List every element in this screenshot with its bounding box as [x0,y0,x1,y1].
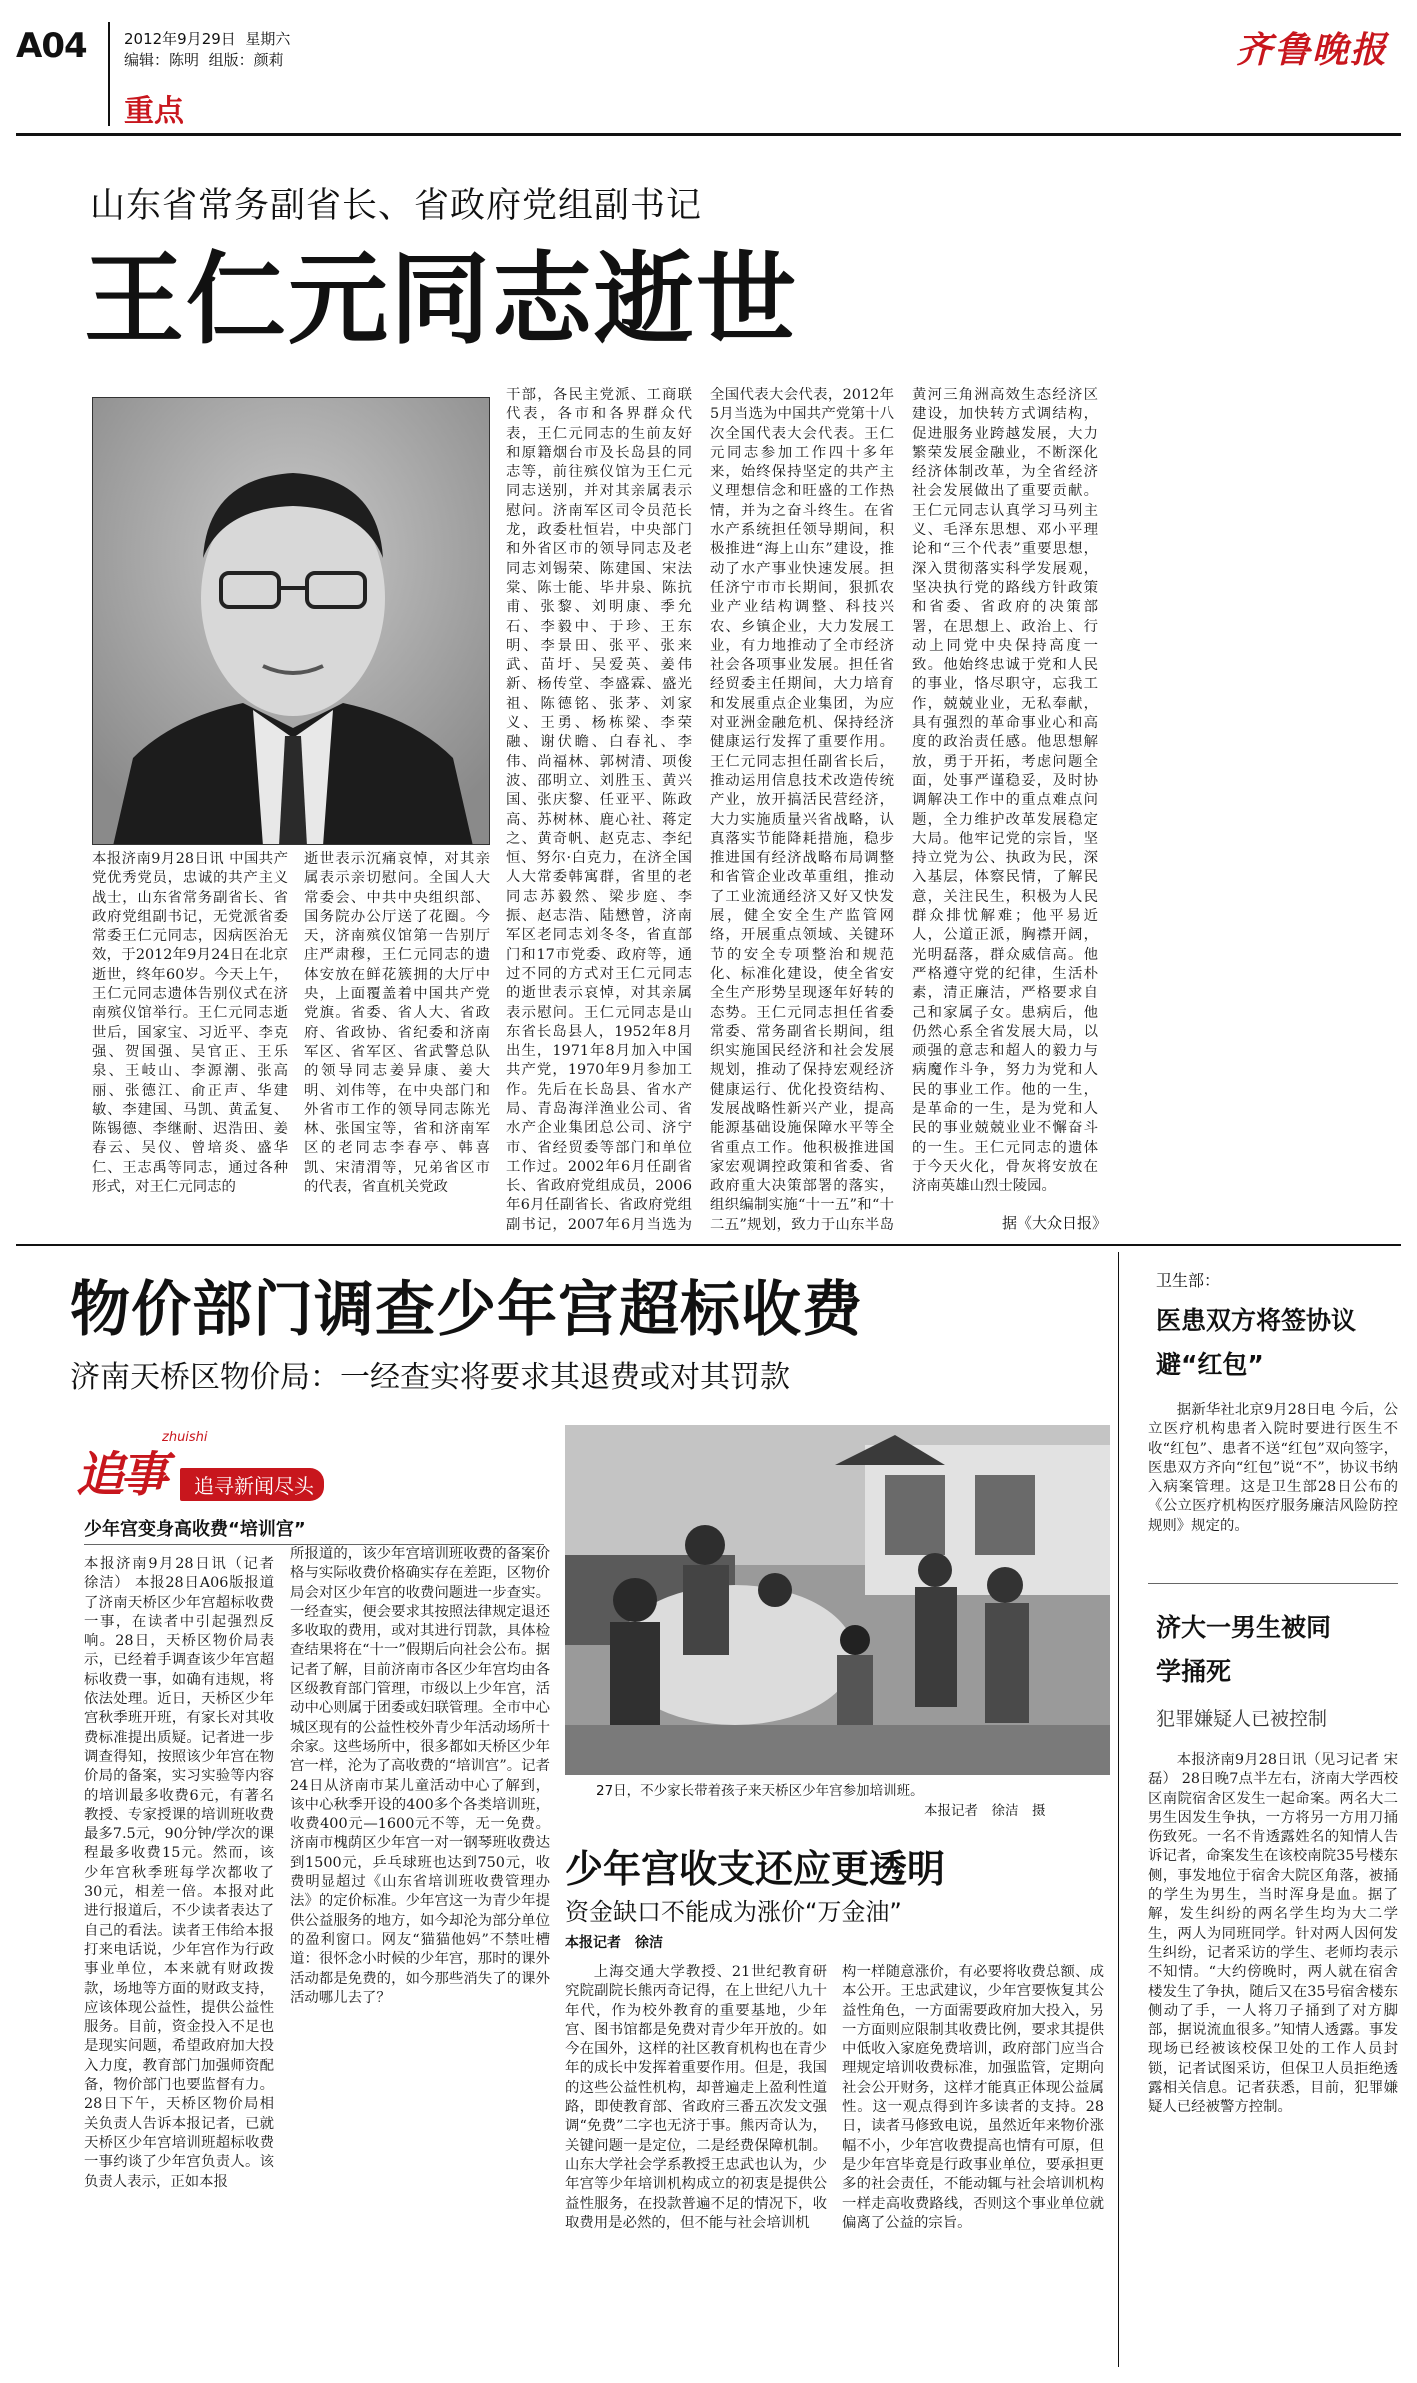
date: 2012年9月29日 [124,30,236,48]
follow-up-logo [70,1430,370,1504]
article2-subhead: 济南天桥区物价局：一经查实将要求其退费或对其罚款 [70,1360,790,1395]
follow-up-logo-pinyin: zhuishi [162,1430,208,1445]
page-number: A04 [16,26,87,66]
follow-up-logo-tag: 追寻新闻尽头 [180,1468,324,1501]
article1-headline: 王仁元同志逝世 [84,241,798,358]
follow-up-logo-chars: 追事 [76,1447,165,1503]
article1-text-3: 干部，各民主党派、工商联代表，各市和各界群众代表，王仁元同志的生前友好和原籍烟台市及长岛县的同志等，前往殡仪馆为王仁元同志送别，并对其亲属表示慰问。济南军区司令员范长龙，政委杜恒岩，中央部门和外省区市的领导同志及老同志刘锡荣、陈建国、宋法棠、陈士能、毕井泉、陈抗甫、张黎、刘明康、季允石、李毅中、于珍、王东明、李景田、张平、张来武、苗圩、吴爱英、姜伟新、杨传堂、李盛霖、盛光祖、陈德铭、张茅、刘家义、王勇、杨栋梁、李荣融、谢伏瞻、白春礼、李伟、尚福林、郭树清、项俊波、邵明立、刘胜玉、黄兴国、张庆黎、任亚平、陈政高、苏树林、鹿心社、蒋定之、黄奇帆、赵克志、李纪恒、努尔·白克力，在济全国人大常委韩寓群，省里的老同志苏毅然、梁步庭、李振、赵志浩、陆懋曾，济南军区老同志刘冬冬，省直部门和17市党委、政府等，通过不同的方式对王仁元同志的逝世表示哀悼，对其亲属表示慰问。王仁元同志是山东省长岛县人，1952年8月出生，1971年8月加入中国共产党，1970年9月参加工作。先后在长岛县、省水产局、青岛海洋渔业公司、省水产企业集团总公司、济宁市、省经贸委等部门和单位工作过。2002年6月任副省长、省政府党组成员，2006年6月任副省长、省政府党组副书记，2007年6月当选为 [506,387,692,1233]
sidebar-item1-headline: 医患双方将签协议避“红包” [1156,1306,1357,1379]
article1-col-5 [912,386,1098,1206]
sidebar-item1-body-box [1148,1401,1398,1571]
masthead-rule [16,133,1401,136]
article1-col-3 [506,386,692,1235]
sidebar-vline [1118,1252,1119,2367]
article1-source: 据《大众日报》 [1002,1214,1108,1232]
designer: 组版：颜莉 [208,51,284,69]
article1-text-2: 逝世表示沉痛哀悼，对其亲属表示亲切慰问。全国人大常委会、中共中央组织部、国务院办公厅送了花圈。今天，济南殡仪馆第一告别厅庄严肃穆，王仁元同志的遗体安放在鲜花簇拥的大厅中央，上面覆盖着中国共产党党旗。省委、省人大、省政府、省政协、省纪委和济南军区、省军区、省武警总队的领导同志姜异康、姜大明、刘伟等，在中央部门和外省市工作的领导同志陈光林、张国宝等，省和济南军区的老同志李春亭、韩喜凯、宋清渭等，兄弟省区市的代表，省直机关党政 [304,851,490,1196]
article2-col-2 [290,1545,550,2360]
newspaper-logo: 齐鲁晚报 [1236,29,1389,71]
article3-col-1 [565,1963,827,2363]
article2-col-1 [84,1555,274,2360]
article3-text-1: 上海交通大学教授、21世纪教育研究院副院长熊丙奇记得，在上世纪八九十年代，作为校外教育的重要基地，少年宫、图书馆都是免费对青少年开放的。如今在国外，这样的社区教育机构也在青少年的成长中发挥着重要作用。但是，我国的这些公益性机构，却普遍走上盈利性道路，即使教育部、省政府三番五次发文强调“免费”二字也无济于事。熊丙奇认为，关键问题一是定位，二是经费保障机制。山东大学社会学系教授王忠武也认为，少年宫等少年培训机构成立的初衷是提供公益性服务，在投款普遍不足的情况下，收取费用是必然的，但不能与社会培训机 [565,1964,827,2231]
photo-caption: 27日，不少家长带着孩子来天桥区少年宫参加培训班。 [596,1783,924,1799]
masthead-vline [108,22,110,126]
sidebar-item2-headline: 济大一男生被同学捅死 [1156,1613,1332,1686]
article1-col-1 [92,850,288,1235]
weekday: 星期六 [245,30,291,48]
article1-text-1: 本报济南9月28日讯 中国共产党优秀党员，忠诚的共产主义战士，山东省常务副省长、省政府党组副书记，无党派省委常委王仁元同志，因病医治无效，于2012年9月24日在北京逝世，终年60岁。今天上午，王仁元同志遗体告别仪式在济南殡仪馆举行。王仁元同志逝世后，国家宝、习近平、李克强、贺国强、吴官正、王乐泉、王岐山、李源潮、张高丽、张德江、俞正声、华建敏、李建国、马凯、黄孟复、陈锡德、李继耐、迟浩田、姜春云、吴仪、曾培炎、盛华仁、王志禹等同志，通过各种形式，对王仁元同志的 [92,851,288,1196]
editor-line [124,49,284,70]
sidebar-divider [1148,1583,1398,1584]
article1-bottom-rule [16,1244,1401,1246]
sidebar-item1-label: 卫生部： [1156,1271,1221,1290]
article1-kicker: 山东省常务副省长、省政府党组副书记 [90,186,703,226]
article1-col-4 [710,386,894,1235]
article3-text-2: 构一样随意涨价，有必要将收费总额、成本公开。王忠武建议，少年宫要恢复其公益性角色，一方面需要政府加大投入，另一方面则应限制其收费比例，要求其提供中低收入家庭免费培训，政府部门应当合理规定培训收费标准，加强监管，定期向社会公开财务，这样才能真正体现公益属性。这一观点得到许多读者的支持。28日，读者马修致电说，虽然近年来物价涨幅不小，少年宫收费提高也情有可原，但是少年宫毕竟是行政事业单位，要承担更多的社会责任，不能动辄与社会培训机构一样走高收费路线，否则这个事业单位就偏离了公益的宗旨。 [842,1964,1104,2231]
sidebar-item2-body-box [1148,1751,1398,2351]
article3-byline: 本报记者 徐洁 [565,1935,663,1951]
article2-text-1: 本报济南9月28日讯（记者 徐洁） 本报28日A06版报道了济南天桥区少年宫超标收费一事，在读者中引起强烈反响。28日，天桥区物价局表示，已经着手调查该少年宫超标收费一事，如确有违规，将依法处理。近日，天桥区少年宫秋季班开班，有家长对其收费标准提出质疑。记者进一步调查得知，按照该少年宫在物价局的备案，实习实验等内容的培训最多收费6元，有著名教授、专家授课的培训班收费最多7.5元，90分钟/学次的课程最多收费15元。然而，该少年宫秋季班每学次都收了30元，相差一倍。本报对此进行报道后，不少读者表达了自己的看法。读者王伟给本报打来电话说，少年宫作为行政事业单位，本来就有财政拨款，场地等方面的财政支持，应该体现公益性，提供公益性服务。目前，资金投入不足也是现实问题，希望政府加大投入力度，教育部门加强师资配备，物价部门也要监督有力。28日下午，天桥区物价局相关负责人告诉本报记者，已就天桥区少年宫培训班超标收费一事约谈了少年宫负责人。该负责人表示，正如本报 [84,1556,274,2190]
article1-col-2 [304,850,490,1235]
photo-credit: 本报记者 徐洁 摄 [924,1803,1046,1819]
sidebar-item2-body: 本报济南9月28日讯（见习记者 宋磊） 28日晚7点半左右，济南大学西校区南院宿舍区发生一起命案。两名大二男生因发生争执，一方将另一方用刀捅伤致死。一名不肯透露姓名的知情人告诉记者，命案发生在该校南院35号楼东侧，事发地位于宿舍大院区角落，被捅的学生为男生，当时浑身是血。据了解，发生纠纷的两名学生均为大二学生，两人为同班同学。针对两人因何发生纠纷，记者采访的学生、老师均表示不知情。“大约傍晚时，两人就在宿舍楼发生了争执，随后又在35号宿舍楼东侧动了手，一人将刀子捅到了对方脚部，据说流血很多。”知情人透露。事发现场已经被该校保卫处的工作人员封锁，记者试图采访，但保卫人员拒绝透露相关信息。记者获悉，目前，犯罪嫌疑人已经被警方控制。 [1148,1752,1398,2116]
kids-photo-image [565,1425,1110,1775]
article2-headline: 物价部门调查少年宫超标收费 [70,1275,863,1345]
editor: 编辑：陈明 [124,51,200,69]
portrait-image [93,398,490,845]
article3-headline: 少年宫收支还应更透明 [565,1847,946,1891]
section-name: 重点 [124,94,184,129]
kids-photo [565,1425,1110,1775]
article3-subhead: 资金缺口不能成为涨价“万金油” [565,1898,902,1926]
portrait-photo [92,397,490,845]
article1-text-5: 黄河三角洲高效生态经济区建设，加快转方式调结构，促进服务业跨越发展，大力繁荣发展金融业，不断深化经济体制改革，为全省经济社会发展做出了重要贡献。王仁元同志认真学习马列主义、毛泽东思想、邓小平理论和“三个代表”重要思想，深入贯彻落实科学发展观，坚决执行党的路线方针政策和省委、省政府的决策部署，在思想上、政治上、行动上同党中央保持高度一致。他始终忠诚于党和人民的事业，恪尽职守，忘我工作，兢兢业业，无私奉献，具有强烈的革命事业心和高度的政治责任感。他思想解放，勇于开拓，考虑问题全面，处事严谨稳妥，及时协调解决工作中的重点难点问题，全力维护改革发展稳定大局。他牢记党的宗旨，坚持立党为公、执政为民，深入基层，体察民情，了解民意，关注民生，积极为人民群众排忧解难；他平易近人，公道正派，胸襟开阔，光明磊落，群众威信高。他严格遵守党的纪律，生活朴素，清正廉洁，严格要求自己和家属子女。患病后，他仍然心系全省发展大局，以顽强的意志和超人的毅力与病魔作斗争，努力为党和人民的事业工作。他的一生，是革命的一生，是为党和人民的事业兢兢业业不懈奋斗的一生。王仁元同志的遗体于今天火化，骨灰将安放在济南英雄山烈士陵园。 [912,387,1098,1195]
article1-text-4: 全国代表大会代表，2012年5月当选为中国共产党第十八次全国代表大会代表。王仁元同志参加工作四十多年来，始终保持坚定的共产主义理想信念和旺盛的工作热情，并为之奋斗终生。在省水产系统担任领导期间，积极推进“海上山东”建设，推动了水产事业快速发展。担任济宁市市长期间，狠抓农业产业结构调整、科技兴农、乡镇企业，大力发展工业，有力地推动了全市经济社会各项事业发展。担任省经贸委主任期间，大力培育和发展重点企业集团，为应对亚洲金融危机、保持经济健康运行发挥了重要作用。王仁元同志担任副省长后，推动运用信息技术改造传统产业，放开搞活民营经济，大力实施质量兴省战略，认真落实节能降耗措施，稳步推进国有经济战略布局调整和省管企业改革重组，推动了工业流通经济又好又快发展，健全安全生产监管网络，开展重点领域、关键环节的安全专项整治和规范化、标准化建设，使全省安全生产形势呈现逐年好转的态势。王仁元同志担任省委常委、常务副省长期间，组织实施国民经济和社会发展规划，推动了保持宏观经济健康运行、优化投资结构、发展战略性新兴产业，提高能源基础设施保障水平等全省重点工作。他积极推进国家宏观调控政策和省委、省政府重大决策部署的落实，组织编制实施“十一五”和“十二五”规划，致力于山东半岛 [710,387,894,1233]
article2-topic: 少年宫变身高收费“培训宫” [84,1519,306,1540]
sidebar-item1-body: 据新华社北京9月28日电 今后，公立医疗机构患者入院时要进行医生不收“红包”、患者不送“红包”双向签字，医患双方齐向“红包”说“不”，协议书纳入病案管理。这是卫生部28日公布的《公立医疗机构医疗服务廉洁风险防控规则》规定的。 [1148,1402,1398,1534]
article2-text-2: 所报道的，该少年宫培训班收费的备案价格与实际收费价格确实存在差距，区物价局会对区少年宫的收费问题进一步查实。一经查实，便会要求其按照法律规定退还多收取的费用，或对其进行罚款，具体检查结果将在“十一”假期后向社会公布。据记者了解，目前济南市各区少年宫均由各区级教育部门管理，市级以上少年宫，活动中心则属于团委或妇联管理。全市中心城区现有的公益性校外青少年活动场所十余家。这些场所中，很多都如天桥区少年宫一样，沦为了高收费的“培训宫”。记者24日从济南市某儿童活动中心了解到，该中心秋季开设的400多个各类培训班，收费400元—1600元不等，无一免费。济南市槐荫区少年宫一对一钢琴班收费达到1500元，乒乓球班也达到750元，收费明显超过《山东省培训班收费管理办法》的定价标准。少年宫这一为青少年提供公益服务的地方，如今却沦为部分单位的盈利窗口。网友“猫猫他妈”不禁吐槽道：很怀念小时候的少年宫，那时的课外活动都是免费的，如今那些消失了的课外活动哪儿去了？ [290,1546,550,2006]
article3-col-2 [842,1963,1104,2363]
sidebar-item2-subhead: 犯罪嫌疑人已被控制 [1156,1708,1328,1730]
sidebar [1130,1262,1400,2367]
issue-date [124,28,290,49]
